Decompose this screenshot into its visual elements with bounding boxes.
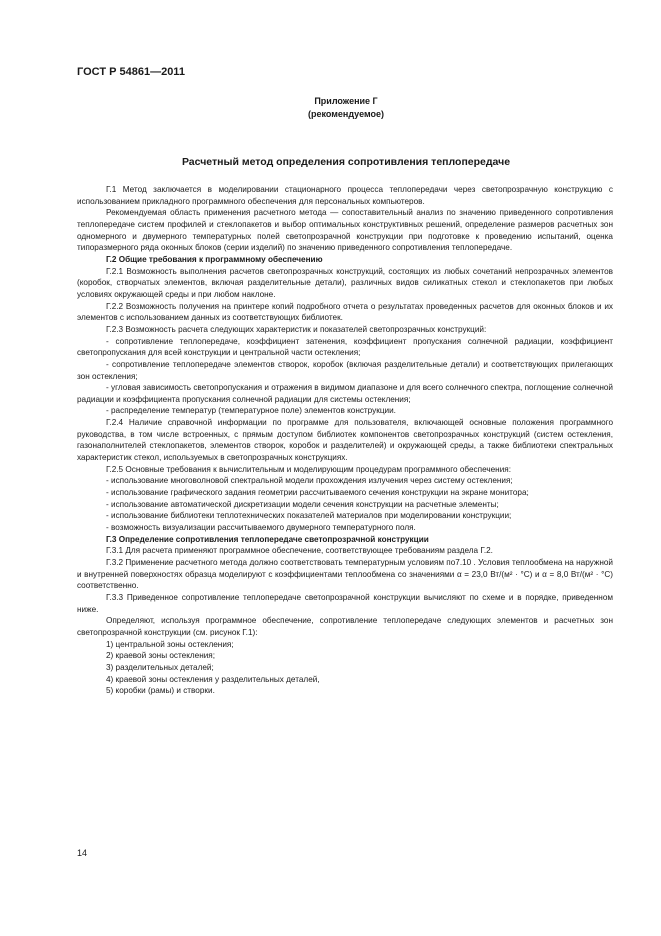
paragraph: Определяют, используя программное обеспечение, сопротивление теплопередаче следующих элементов и расчетных зон светопрозрачной конструкции (см. рисунок Г.1): bbox=[77, 616, 613, 637]
paragraph: Г.3.1 Для расчета применяют программное обеспечение, соответствующее требованиям раздела Г.2. bbox=[106, 546, 493, 556]
subsection-heading: Г.2 Общие требования к программному обеспечению bbox=[106, 254, 323, 264]
list-item: - сопротивление теплопередаче элементов створок, коробок (включая разделительные детали) и соответствующих прилегающих зон остекления; bbox=[77, 359, 613, 381]
list-item: - распределение температур (температурное поле) элементов конструкции. bbox=[106, 406, 396, 416]
section-title: Расчетный метод определения сопротивления теплопередаче bbox=[181, 156, 511, 168]
paragraph: Г.2.3 Возможность расчета следующих характеристик и показателей светопрозрачных конструкций: bbox=[106, 324, 487, 334]
paragraph: Г.2.2 Возможность получения на принтере копий подробного отчета о результатах проведенных расчетов для оконных блоков и их элементов с использованием данных из соответствующих библиотек. bbox=[77, 301, 613, 323]
numbered-item: 3) разделительных деталей; bbox=[106, 662, 214, 672]
list-item: - использование графического задания геометрии рассчитываемого сечения конструкции на экране монитора; bbox=[106, 488, 529, 498]
subsection-heading: Г.3 Определение сопротивления теплопередаче светопрозрачной конструкции bbox=[106, 534, 429, 544]
numbered-item: 4) краевой зоны остекления у разделительных деталей, bbox=[106, 674, 320, 684]
list-item: - использование многоволновой спектральной модели прохождения излучения через систему остекления; bbox=[106, 476, 513, 486]
list-item: - использование автоматической дискретизации модели сечения конструкции на расчетные элементы; bbox=[106, 499, 499, 509]
list-item: - возможность визуализации рассчитываемого двумерного температурного поля. bbox=[106, 523, 416, 533]
numbered-item: 5) коробки (рамы) и створки. bbox=[106, 686, 215, 696]
standard-designation: ГОСТ Р 54861—2011 bbox=[77, 66, 185, 78]
paragraph: Рекомендуемая область применения расчетного метода — сопоставительный анализ по значению приведенного сопротивления теплопередаче систем профилей и стеклопакетов и выбор оптимальных конструктивных решений, определение размеров расчетных зон одномерного и двумерного температурных полей светопрозрачной конструкции при подготовке к проведению испытаний, оценка типоразмерного ряда оконных блоков (серии изделий) по значению приведенного сопротивления теплопередаче. bbox=[77, 208, 613, 253]
paragraph: Г.2.1 Возможность выполнения расчетов светопрозрачных конструкций, состоящих из любых сочетаний непрозрачных элементов (коробок, створчатых элементов, включая разделительные детали), различных видов силикатных стекол и стеклопакетов при любых условиях окружающей среды и при любом наклоне. bbox=[77, 266, 613, 299]
list-item: - использование библиотеки теплотехнических показателей материалов при моделировании конструкции; bbox=[106, 511, 512, 521]
paragraph: Г.2.4 Наличие справочной информации по программе для пользователя, включающей основные положения программного руководства, в том числе встроенных, с прямым доступом библиотек компонентов светопрозрачных конструкций (систем остекления, газонаполнителей стеклопакетов, элементов створок, коробок и разделителей) и окружающей среды, а также библиотеки спектральных характеристик стекол, используемых в светопрозрачных конструкциях. bbox=[77, 418, 613, 463]
numbered-item: 1) центральной зоны остекления; bbox=[106, 639, 234, 649]
appendix-status: (рекомендуемое) bbox=[308, 109, 384, 119]
numbered-item: 2) краевой зоны остекления; bbox=[106, 651, 216, 661]
list-item: - сопротивление теплопередаче, коэффициент затенения, коэффициент пропускания солнечной радиации, коэффициент светопропускания для всей конструкции и центральной части остекления; bbox=[77, 336, 613, 358]
paragraph: Г.2.5 Основные требования к вычислительным и моделирующим процедурам программного обеспечения: bbox=[106, 464, 511, 474]
paragraph: Г.3.2 Применение расчетного метода должно соответствовать температурным условиям по7.10 . Условия теплообмена на наружной и внутренней поверхностях образца моделируют с коэффициентами теплообмена со значениями α = 23,0 Вт/(м² · °С) и α = 8,0 Вт/(м² · °С) соответственно. bbox=[77, 558, 613, 591]
body-text bbox=[77, 184, 613, 697]
page-number: 14 bbox=[77, 848, 88, 858]
paragraph: Г.1 Метод заключается в моделировании стационарного процесса теплопередачи через светопрозрачную конструкцию с использованием прикладного программного обеспечения для персональных компьютеров. bbox=[77, 185, 613, 206]
appendix-label: Приложение Г bbox=[314, 96, 378, 106]
list-item: - угловая зависимость светопропускания и отражения в видимом диапазоне и для всего солнечного спектра, поглощение солнечной радиации и коэффициента пропускания солнечной радиации для системы остекления; bbox=[77, 383, 613, 404]
paragraph: Г.3.3 Приведенное сопротивление теплопередаче светопрозрачной конструкции вычисляют по схеме и в порядке, приведенном ниже. bbox=[77, 592, 613, 614]
